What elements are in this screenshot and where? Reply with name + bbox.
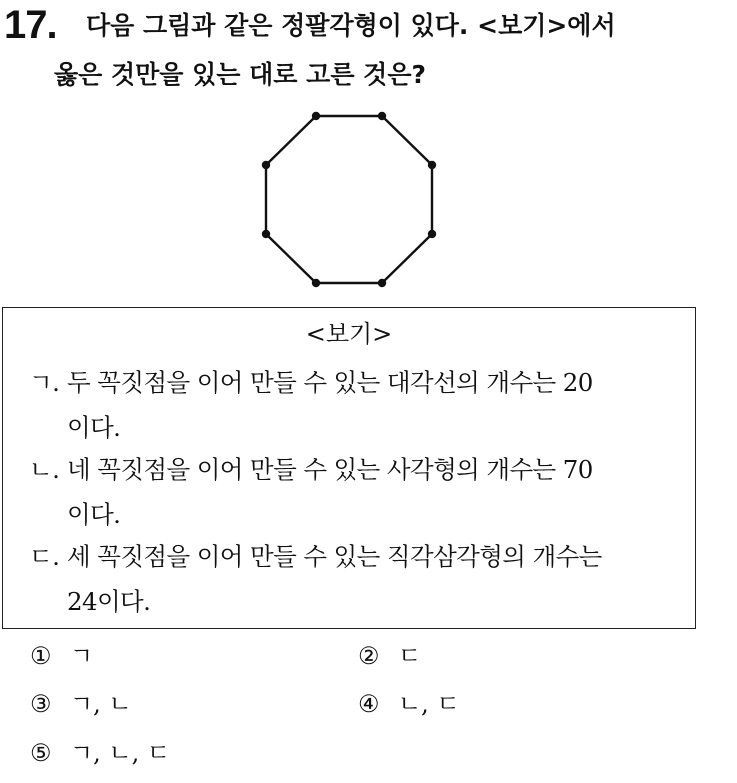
bogi-item-text: 두 꼭짓점을 이어 만들 수 있는 대각선의 개수는 20 [67,368,593,397]
choice-number: ③ [30,690,52,718]
choice-4[interactable] [358,688,460,720]
bogi-item-mark: ㄷ. [29,542,60,571]
octagon-vertex [312,279,320,287]
octagon-vertex [262,230,270,238]
bogi-item-text: 세 꼭짓점을 이어 만들 수 있는 직각삼각형의 개수는 [67,542,602,571]
bogi-item-continuation: 24이다. [67,587,151,616]
choice-number: ④ [358,690,380,718]
bogi-item-continuation: 이다. [67,413,121,442]
question-text-line2: 옳은 것만을 있는 대로 고른 것은? [54,60,426,89]
bogi-item-text: 네 꼭짓점을 이어 만들 수 있는 사각형의 개수는 70 [67,455,593,484]
octagon-vertex [312,112,320,120]
octagon-vertex [262,161,270,169]
question-text-line1: 다음 그림과 같은 정팔각형이 있다. <보기>에서 [86,11,616,40]
octagon-vertex [428,161,436,169]
octagon-vertex [378,279,386,287]
bogi-item-continuation: 이다. [67,500,121,529]
bogi-item-digeut [29,534,679,624]
choice-1[interactable] [30,640,93,672]
choice-number: ① [30,642,52,670]
bogi-item-mark: ㄴ. [29,455,60,484]
choice-3[interactable] [30,688,132,720]
choice-text: ㄴ, ㄷ [398,690,460,718]
octagon-outline [266,116,432,283]
choice-text: ㄱ [70,642,94,670]
octagon-vertex [428,230,436,238]
choice-number: ⑤ [30,739,52,767]
choice-text: ㄷ [398,642,422,670]
bogi-title: <보기> [305,320,393,348]
choice-text: ㄱ, ㄴ [70,690,132,718]
choice-2[interactable] [358,640,421,672]
octagon-vertex [378,112,386,120]
bogi-item-giyeok [29,360,679,450]
bogi-item-nieun [29,447,679,537]
octagon-figure [256,108,442,288]
question-number: 17. [4,3,57,47]
bogi-box [2,307,696,629]
bogi-item-mark: ㄱ. [29,368,60,397]
choice-text: ㄱ, ㄴ, ㄷ [70,739,171,767]
choice-number: ② [358,642,380,670]
choice-5[interactable] [30,737,170,769]
